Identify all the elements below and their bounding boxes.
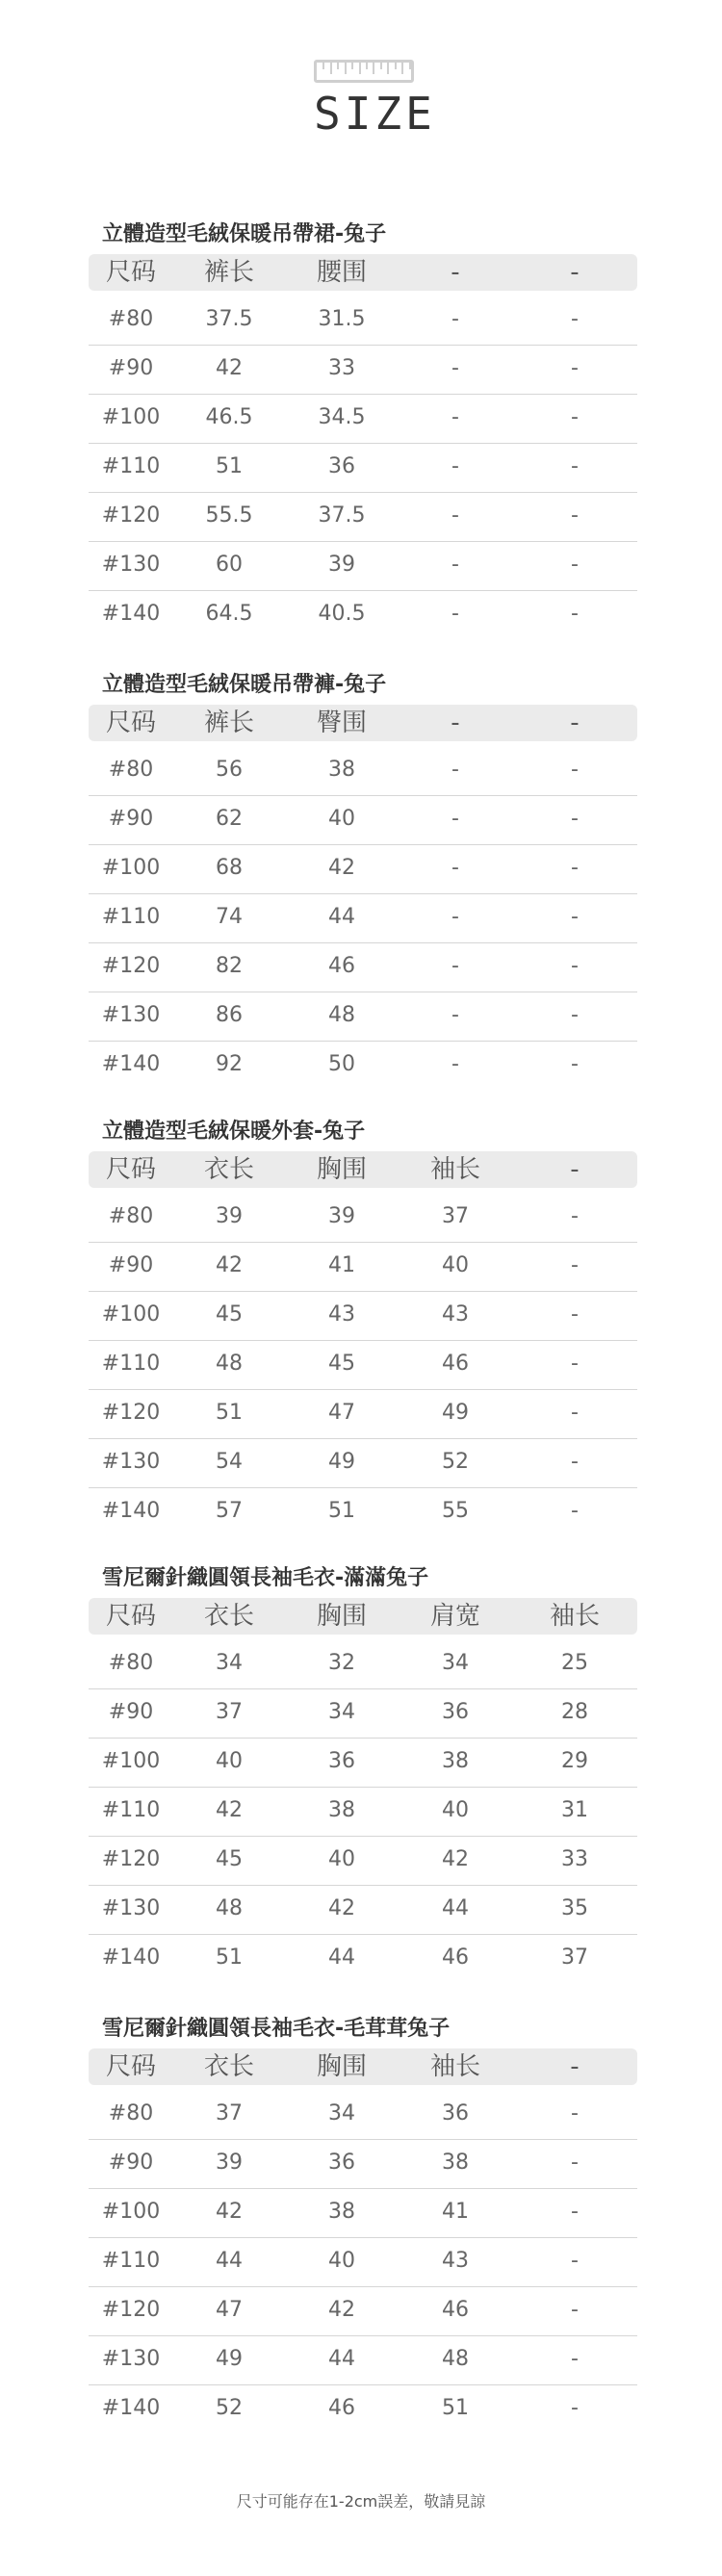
table-cell: - [451, 1052, 459, 1076]
table-cell: 41 [328, 1253, 355, 1277]
table-cell: 37 [561, 1945, 588, 1970]
table-cell: 42 [216, 1253, 243, 1277]
table-cell: - [451, 602, 459, 626]
header-cell: - [570, 2052, 580, 2081]
table-body [89, 2091, 637, 2434]
table-cell: 50 [328, 1052, 355, 1076]
ruler-tick [401, 63, 403, 74]
table-cell: 42 [328, 2298, 355, 2322]
table-title: 立體造型毛絨保暖外套-兔子 [102, 1120, 366, 1144]
table-cell: 39 [328, 1204, 355, 1228]
table-cell: 33 [328, 356, 355, 380]
table-cell: 37 [442, 1204, 469, 1228]
table-cell: - [571, 856, 579, 880]
table-title: 雪尼爾針織圓領長袖毛衣-毛茸茸兔子 [102, 2017, 451, 2041]
table-cell: - [571, 1052, 579, 1076]
table-cell: - [571, 1253, 579, 1277]
table-cell: #100 [101, 856, 161, 880]
ruler-tick [322, 63, 324, 69]
header-cell: - [451, 258, 460, 287]
ruler-tick [366, 63, 368, 69]
table-cell: 42 [216, 2200, 243, 2224]
table-cell: - [571, 758, 579, 782]
table-cell: - [451, 905, 459, 929]
table-row [89, 1689, 637, 1739]
table-cell: 74 [216, 905, 243, 929]
table-cell: - [571, 503, 579, 528]
ruler-tick [387, 63, 389, 74]
table-cell: 43 [328, 1302, 355, 1327]
table-cell: - [571, 307, 579, 331]
table-cell: 31 [561, 1798, 588, 1822]
header-cell: 袖长 [549, 1602, 600, 1631]
table-cell: 47 [328, 1401, 355, 1425]
table-cell: #140 [101, 1499, 161, 1523]
table-cell: 38 [442, 1749, 469, 1773]
table-cell: - [451, 503, 459, 528]
table-header [89, 254, 637, 291]
table-cell: 32 [328, 1651, 355, 1675]
table-cell: 45 [328, 1352, 355, 1376]
table-header [89, 705, 637, 741]
table-row [89, 2336, 637, 2385]
table-cell: 54 [216, 1450, 243, 1474]
table-row [89, 1886, 637, 1935]
table-cell: #110 [101, 905, 161, 929]
size-table-section [89, 1563, 637, 1983]
table-cell: 51 [328, 1499, 355, 1523]
table-row [89, 1042, 637, 1090]
table-cell: 47 [216, 2298, 243, 2322]
table-row [89, 894, 637, 943]
table-cell: #90 [108, 2151, 154, 2175]
table-cell: 40.5 [318, 602, 366, 626]
table-cell: 48 [328, 1003, 355, 1027]
table-title: 立體造型毛絨保暖吊帶裙-兔子 [102, 222, 387, 246]
table-cell: 60 [216, 553, 243, 577]
table-cell: - [451, 856, 459, 880]
size-table-section [89, 219, 637, 639]
table-cell: 34 [442, 1651, 469, 1675]
table-cell: 49 [216, 2347, 243, 2371]
table-cell: - [571, 954, 579, 978]
table-row [89, 1292, 637, 1341]
table-row [89, 747, 637, 796]
ruler-tick [337, 63, 339, 69]
table-cell: 37.5 [318, 503, 366, 528]
table-cell: 35 [561, 1896, 588, 1920]
table-cell: #80 [108, 758, 154, 782]
table-row [89, 1788, 637, 1837]
size-table-section [89, 670, 637, 1090]
table-cell: #110 [101, 2249, 161, 2273]
table-cell: 34 [216, 1651, 243, 1675]
table-cell: #90 [108, 1253, 154, 1277]
table-header [89, 1151, 637, 1188]
footer-note: 尺寸可能存在1-2cm誤差，敬請見諒 [236, 2492, 486, 2511]
table-cell: 38 [442, 2151, 469, 2175]
table-cell: 36 [328, 2151, 355, 2175]
table-cell: 39 [216, 2151, 243, 2175]
table-cell: - [571, 1450, 579, 1474]
table-cell: 46 [442, 1352, 469, 1376]
table-cell: 51 [442, 2396, 469, 2420]
table-cell: 92 [216, 1052, 243, 1076]
table-cell: #140 [101, 2396, 161, 2420]
header-cell: 胸围 [316, 1602, 367, 1631]
table-row [89, 395, 637, 444]
table-cell: 51 [216, 1945, 243, 1970]
ruler-tick [330, 63, 332, 74]
table-cell: #80 [108, 1204, 154, 1228]
table-cell: #110 [101, 454, 161, 478]
table-cell: 37 [216, 1700, 243, 1724]
table-cell: #110 [101, 1798, 161, 1822]
header-cell: 袖长 [429, 2052, 480, 2081]
table-cell: 36 [328, 454, 355, 478]
table-cell: 40 [216, 1749, 243, 1773]
header-cell: 尺码 [105, 1155, 156, 1184]
table-body [89, 1640, 637, 1983]
table-body [89, 296, 637, 639]
table-cell: - [571, 1302, 579, 1327]
ruler-tick [395, 63, 397, 69]
table-row [89, 591, 637, 639]
header-cell: 腰围 [316, 258, 367, 287]
table-cell: 41 [442, 2200, 469, 2224]
header-cell: 臀围 [316, 708, 367, 737]
table-cell: #100 [101, 405, 161, 429]
table-cell: 56 [216, 758, 243, 782]
table-cell: 55 [442, 1499, 469, 1523]
table-cell: 42 [328, 1896, 355, 1920]
table-cell: #110 [101, 1352, 161, 1376]
table-body [89, 1194, 637, 1536]
header-cell: 尺码 [105, 2052, 156, 2081]
header-cell: 胸围 [316, 1155, 367, 1184]
table-cell: #130 [101, 2347, 161, 2371]
table-row [89, 2140, 637, 2189]
table-cell: - [571, 2249, 579, 2273]
table-cell: 38 [328, 1798, 355, 1822]
table-row [89, 493, 637, 542]
table-cell: 39 [328, 553, 355, 577]
table-cell: 86 [216, 1003, 243, 1027]
size-table-section [89, 1117, 637, 1536]
table-row [89, 2287, 637, 2336]
table-cell: - [571, 1352, 579, 1376]
table-cell: #100 [101, 1302, 161, 1327]
ruler-tick [359, 63, 361, 74]
header-cell: 裤长 [203, 258, 254, 287]
table-cell: - [571, 2347, 579, 2371]
table-cell: 51 [216, 1401, 243, 1425]
table-row [89, 1194, 637, 1243]
table-cell: #140 [101, 1052, 161, 1076]
ruler-tick [345, 63, 347, 74]
table-cell: - [571, 2396, 579, 2420]
table-row [89, 2189, 637, 2238]
table-cell: - [451, 307, 459, 331]
header-cell: 尺码 [105, 708, 156, 737]
table-cell: - [451, 1003, 459, 1027]
header-cell: - [570, 1155, 580, 1184]
table-cell: - [571, 2298, 579, 2322]
ruler-tick [380, 63, 382, 69]
table-cell: 44 [328, 2347, 355, 2371]
table-cell: #140 [101, 602, 161, 626]
table-cell: - [451, 954, 459, 978]
ruler-tick [373, 63, 374, 74]
table-cell: - [451, 356, 459, 380]
table-cell: 36 [442, 2101, 469, 2125]
size-logo-text: SIZE [314, 88, 436, 140]
table-cell: 52 [216, 2396, 243, 2420]
table-cell: - [571, 1204, 579, 1228]
table-cell: #130 [101, 1003, 161, 1027]
table-cell: #120 [101, 1847, 161, 1871]
table-cell: #130 [101, 553, 161, 577]
header-cell: 衣长 [203, 2052, 254, 2081]
table-cell: #90 [108, 356, 154, 380]
table-cell: - [571, 553, 579, 577]
table-row [89, 1935, 637, 1983]
table-cell: - [451, 553, 459, 577]
table-cell: 44 [216, 2249, 243, 2273]
table-cell: 33 [561, 1847, 588, 1871]
table-cell: 52 [442, 1450, 469, 1474]
table-cell: 55.5 [205, 503, 253, 528]
header-cell: 胸围 [316, 2052, 367, 2081]
table-cell: #120 [101, 954, 161, 978]
table-row [89, 1488, 637, 1536]
table-cell: 36 [328, 1749, 355, 1773]
header-cell: 裤长 [203, 708, 254, 737]
size-table-section [89, 2014, 637, 2434]
table-cell: #120 [101, 1401, 161, 1425]
table-row [89, 796, 637, 845]
table-cell: - [571, 454, 579, 478]
table-cell: 48 [216, 1896, 243, 1920]
table-cell: 51 [216, 454, 243, 478]
table-cell: - [571, 602, 579, 626]
table-cell: #90 [108, 1700, 154, 1724]
table-cell: 49 [442, 1401, 469, 1425]
table-cell: 40 [442, 1798, 469, 1822]
table-cell: - [571, 905, 579, 929]
table-cell: 43 [442, 2249, 469, 2273]
table-cell: #80 [108, 1651, 154, 1675]
table-cell: 39 [216, 1204, 243, 1228]
table-row [89, 1341, 637, 1390]
table-cell: 42 [442, 1847, 469, 1871]
table-cell: 29 [561, 1749, 588, 1773]
table-cell: 36 [442, 1700, 469, 1724]
table-title: 雪尼爾針織圓領長袖毛衣-滿滿兔子 [102, 1566, 429, 1590]
table-cell: 34 [328, 1700, 355, 1724]
table-cell: 38 [328, 2200, 355, 2224]
table-cell: 46.5 [205, 405, 253, 429]
header-cell: 尺码 [105, 258, 156, 287]
table-cell: 42 [216, 356, 243, 380]
table-cell: 42 [216, 1798, 243, 1822]
table-cell: #130 [101, 1896, 161, 1920]
table-cell: #90 [108, 807, 154, 831]
table-cell: 40 [328, 1847, 355, 1871]
table-cell: 82 [216, 954, 243, 978]
table-cell: - [451, 758, 459, 782]
table-cell: #140 [101, 1945, 161, 1970]
table-row [89, 2238, 637, 2287]
table-row [89, 1640, 637, 1689]
table-cell: 25 [561, 1651, 588, 1675]
table-cell: 37.5 [205, 307, 253, 331]
table-cell: 62 [216, 807, 243, 831]
table-cell: 43 [442, 1302, 469, 1327]
header-cell: 肩宽 [429, 1602, 480, 1631]
header-cell: - [570, 258, 580, 287]
table-header [89, 2048, 637, 2085]
header-cell: - [570, 708, 580, 737]
table-row [89, 943, 637, 992]
table-cell: 34 [328, 2101, 355, 2125]
table-cell: #100 [101, 1749, 161, 1773]
table-cell: - [571, 2151, 579, 2175]
table-cell: 44 [442, 1896, 469, 1920]
table-cell: 44 [328, 905, 355, 929]
table-row [89, 1390, 637, 1439]
table-row [89, 1439, 637, 1488]
table-cell: 68 [216, 856, 243, 880]
table-row [89, 346, 637, 395]
header-cell: 尺码 [105, 1602, 156, 1631]
table-row [89, 992, 637, 1042]
table-cell: 42 [328, 856, 355, 880]
table-row [89, 1243, 637, 1292]
table-cell: 46 [442, 1945, 469, 1970]
table-cell: #130 [101, 1450, 161, 1474]
table-cell: 44 [328, 1945, 355, 1970]
table-cell: 40 [328, 807, 355, 831]
header-cell: 衣长 [203, 1602, 254, 1631]
table-row [89, 1739, 637, 1788]
table-cell: 46 [442, 2298, 469, 2322]
table-row [89, 2091, 637, 2140]
ruler-tick [351, 63, 353, 69]
table-cell: - [451, 454, 459, 478]
table-cell: - [571, 2200, 579, 2224]
table-cell: 64.5 [205, 602, 253, 626]
table-cell: #80 [108, 307, 154, 331]
table-cell: - [571, 1401, 579, 1425]
table-cell: - [571, 405, 579, 429]
table-cell: #120 [101, 2298, 161, 2322]
table-cell: #100 [101, 2200, 161, 2224]
table-row [89, 1837, 637, 1886]
header-cell: - [451, 708, 460, 737]
table-body [89, 747, 637, 1090]
table-header [89, 1598, 637, 1635]
table-row [89, 845, 637, 894]
table-title: 立體造型毛絨保暖吊帶褲-兔子 [102, 673, 387, 697]
table-cell: 40 [328, 2249, 355, 2273]
table-cell: 48 [442, 2347, 469, 2371]
table-cell: 57 [216, 1499, 243, 1523]
table-cell: - [571, 807, 579, 831]
table-cell: 38 [328, 758, 355, 782]
table-cell: - [571, 356, 579, 380]
size-logo [314, 60, 436, 146]
table-row [89, 296, 637, 346]
table-cell: 48 [216, 1352, 243, 1376]
table-cell: 45 [216, 1302, 243, 1327]
table-cell: 40 [442, 1253, 469, 1277]
table-cell: #80 [108, 2101, 154, 2125]
table-cell: 31.5 [318, 307, 366, 331]
table-cell: 34.5 [318, 405, 366, 429]
table-cell: 46 [328, 2396, 355, 2420]
table-cell: - [571, 2101, 579, 2125]
table-cell: 28 [561, 1700, 588, 1724]
table-row [89, 542, 637, 591]
table-cell: - [571, 1499, 579, 1523]
header-cell: 袖长 [429, 1155, 480, 1184]
table-row [89, 444, 637, 493]
table-cell: 37 [216, 2101, 243, 2125]
ruler-tick [409, 63, 411, 69]
ruler-icon [314, 60, 414, 83]
table-cell: 46 [328, 954, 355, 978]
table-cell: - [451, 807, 459, 831]
table-cell: 49 [328, 1450, 355, 1474]
table-cell: - [451, 405, 459, 429]
table-cell: - [571, 1003, 579, 1027]
table-row [89, 2385, 637, 2434]
table-cell: 45 [216, 1847, 243, 1871]
table-cell: #120 [101, 503, 161, 528]
header-cell: 衣长 [203, 1155, 254, 1184]
